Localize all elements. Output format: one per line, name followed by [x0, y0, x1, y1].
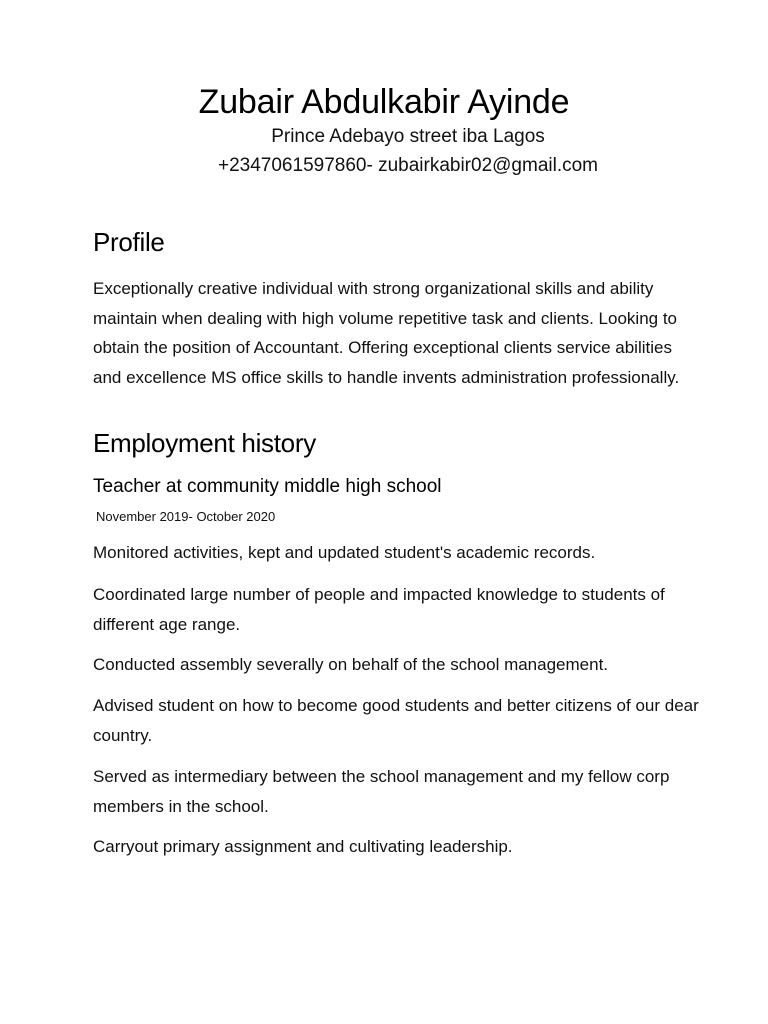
job-duty: Coordinated large number of people and impacted knowledge to students of different age range. — [93, 585, 665, 634]
candidate-name: Zubair Abdulkabir Ayinde — [198, 83, 570, 121]
job-duty: Conducted assembly severally on behalf of the school management. — [93, 655, 609, 674]
profile-summary: Exceptionally creative individual with strong organizational skills and ability maintain when dealing with high volume repetitive task and clients. Looking to obtain the position of Accountant. Offering exceptional clients service abilities and excellence MS office skills to handle invents administration professionally. — [93, 279, 680, 387]
employment-heading: Employment history — [93, 428, 316, 458]
job-duty: Advised student on how to become good students and better citizens of our dear country. — [93, 696, 699, 745]
job-duty: Monitored activities, kept and updated student's academic records. — [93, 543, 596, 562]
job-duty: Served as intermediary between the school management and my fellow corp members in the school. — [93, 767, 670, 816]
job-dates: November 2019- October 2020 — [96, 509, 276, 524]
candidate-address: Prince Adebayo street iba Lagos — [271, 126, 545, 147]
profile-heading: Profile — [93, 227, 165, 257]
candidate-contact: +2347061597860- zubairkabir02@gmail.com — [218, 155, 598, 176]
job-title: Teacher at community middle high school — [93, 476, 442, 497]
job-duty: Carryout primary assignment and cultivating leadership. — [93, 837, 513, 856]
